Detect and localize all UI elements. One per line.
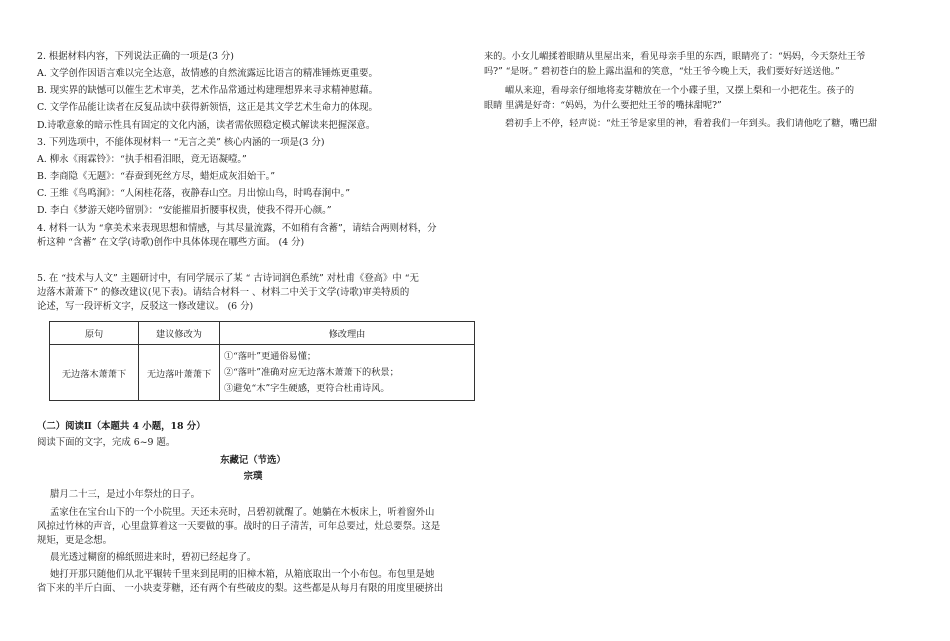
q2-option-c: C. 文学作品能让读者在反复品读中获得新领悟，这正是其文学艺术生命力的体现。: [37, 102, 378, 113]
q3-option-a: A. 柳永《雨霖铃》：“执手相看泪眼，竟无语凝噎。”: [37, 154, 247, 165]
paragraph-line: 来的。小女儿嵋揉着眼睛从里屋出来，看见母亲手里的东西，眼睛亮了：“妈妈，今天祭灶王爷: [484, 51, 866, 62]
paragraph-line: 晨光透过糊窗的棉纸照进来时，碧初已经起身了。: [50, 552, 257, 563]
paragraph-line: 规矩，更是念想。: [37, 535, 113, 546]
paragraph-line: 吗?” “是呀。” 碧初苍白的脸上露出温和的笑意，“灶王爷今晚上天，我们要好好送送他。”: [484, 66, 840, 77]
q2-stem: 2. 根据材料内容，下列说法正确的一项是(3 分): [37, 51, 234, 62]
reason-item: ②“落叶”准确对应无边落木萧萧下的秋景；: [224, 366, 399, 378]
table-header-row: [50, 322, 475, 345]
q3-stem: 3. 下列选项中，不能体现材料一 “无言之美” 核心内涵的一项是(3 分): [37, 137, 325, 148]
table-cell-revised: 无边落叶萧萧下: [139, 345, 220, 401]
table-header-original: 原句: [50, 322, 139, 345]
q2-option-d: D.诗歌意象的暗示性具有固定的文化内涵，读者需依照稳定模式解读来把握深意。: [37, 120, 376, 131]
paragraph-line: 省下来的半斤白面、 一小块麦芽糖，还有两个有些破皮的梨。这些都是从每月有限的用度里硬挤出: [37, 583, 444, 594]
q4-line: 4. 材料一认为 “拿美术来表现思想和情感，与其尽量流露，不如稍有含蓄”，请结合两则材料，分: [37, 223, 437, 234]
paragraph-line: 风掠过竹林的声音，心里盘算着这一天要做的事。战时的日子清苦，可年总要过，灶总要祭。这是: [37, 521, 441, 532]
paragraph-line: 腊月二十三，是过小年祭灶的日子。: [50, 489, 201, 500]
table-cell-reasons: [220, 345, 475, 401]
q3-option-c: C. 王维《鸟鸣涧》：“人闲桂花落，夜静春山空。月出惊山鸟，时鸣春涧中。”: [37, 188, 350, 199]
paragraph-line: 眼睛 里满是好奇：“妈妈，为什么要把灶王爷的嘴抹甜呢?”: [484, 100, 722, 111]
reading-instruction: 阅读下面的文字，完成 6~9 题。: [37, 437, 176, 448]
table-header-revised: 建议修改为: [139, 322, 220, 345]
revision-table: [49, 321, 475, 401]
article-author: 宗璞: [243, 471, 263, 482]
paragraph-line: 嵋从来迎，看母亲仔细地将麦芽糖放在一个小碟子里，又摆上梨和一小把花生。孩子的: [505, 85, 855, 96]
paragraph-line: 她打开那只随他们从北平辗转千里来到昆明的旧樟木箱，从箱底取出一个小布包。布包里是她: [50, 569, 435, 580]
paragraph-line: 碧初手上不停，轻声说：“灶王爷是家里的神，看着我们一年到头。我们请他吃了糖，嘴巴甜: [505, 118, 878, 129]
q5-line: 论述，写一段评析文字，反驳这一修改建议。 (6 分): [37, 301, 254, 312]
reason-item: ①“落叶”更通俗易懂；: [224, 350, 317, 362]
table-header-reason: 修改理由: [220, 322, 475, 345]
reason-item: ③避免“木”字生硬感，更符合杜甫诗风。: [224, 382, 390, 394]
q5-line: 边落木萧萧下” 的修改建议(见下表)。请结合材料一 、材料二中关于文学(诗歌)审美特质的: [37, 287, 410, 298]
q3-option-b: B. 李商隐《无题》：“春蚕到死丝方尽，蜡炬成灰泪始干。”: [37, 171, 276, 182]
q3-option-d: D. 李白《梦游天姥吟留别》：“安能摧眉折腰事权贵，使我不得开心颜。”: [37, 205, 332, 216]
q2-option-b: B. 现实界的缺憾可以催生艺术审美，艺术作品常通过构建理想界来寻求精神慰藉。: [37, 85, 378, 96]
q5-line: 5. 在 “技术与人文” 主题研讨中，有同学展示了某 “ 古诗词润色系统” 对杜甫《登高》中 “无: [37, 273, 419, 284]
table-cell-original: 无边落木萧萧下: [50, 345, 139, 401]
q2-option-a: A. 文学创作因语言难以完全达意，故情感的自然流露远比语言的精准锤炼更重要。: [37, 68, 378, 79]
q4-line: 析这种 “含蓄” 在文学(诗歌)创作中具体体现在哪些方面。 (4 分): [37, 237, 305, 248]
paragraph-line: 孟家住在宝台山下的一个小院里。天还未亮时，吕碧初就醒了。她躺在木板床上，听着窗外山: [50, 507, 435, 518]
section-title: （二）阅读Ⅱ（本题共 4 小题，18 分）: [37, 421, 206, 432]
table-row: [50, 345, 475, 401]
article-title: 东藏记（节选）: [220, 455, 286, 466]
